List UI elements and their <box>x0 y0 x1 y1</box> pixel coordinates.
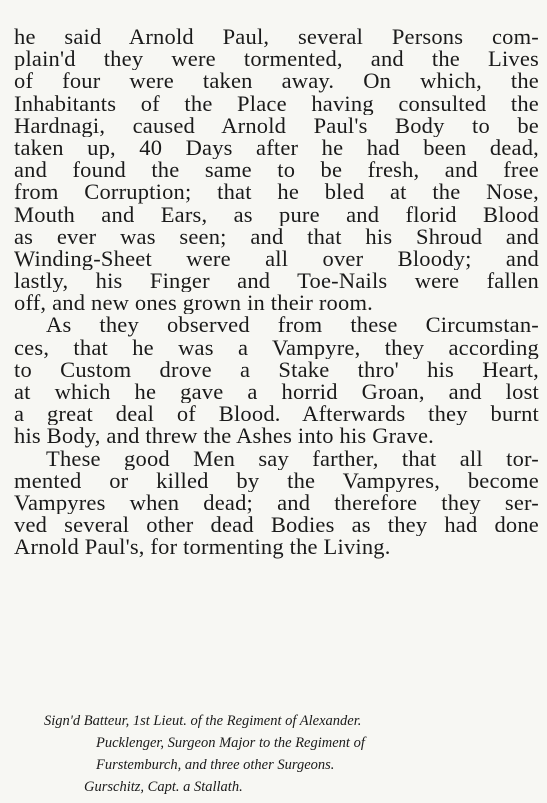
text-line: his Body, and threw the Ashes into his Grave. <box>14 425 434 448</box>
text-line: As they observed from these Circumstan- <box>46 314 539 337</box>
text-line: ces, that he was a Vampyre, they according <box>14 336 539 359</box>
signature-line: Pucklenger, Surgeon Major to the Regiment of <box>96 735 365 751</box>
text-line: lastly, his Finger and Toe-Nails were fallen <box>14 270 539 293</box>
text-line: These good Men say farther, that all tor- <box>46 447 539 470</box>
text-line: and found the same to be fresh, and free <box>14 159 539 182</box>
text-line: Arnold Paul's, for tormenting the Living. <box>14 536 391 559</box>
signature-line: Sign'd Batteur, 1st Lieut. of the Regiment of Alexander. <box>44 713 362 729</box>
text-line: taken up, 40 Days after he had been dead, <box>14 136 539 160</box>
text-line: Vampyres when dead; and therefore they ser- <box>14 491 539 515</box>
signature-block <box>0 710 547 798</box>
text-line: from Corruption; that he bled at the Nose, <box>14 181 539 204</box>
text-line: plain'd they were tormented, and the Lives <box>14 48 539 71</box>
text-line: Hardnagi, caused Arnold Paul's Body to be <box>14 114 539 137</box>
text-line: to Custom drove a Stake thro' his Heart, <box>14 358 539 381</box>
text-line: off, and new ones grown in their room. <box>14 292 373 315</box>
text-line: at which he gave a horrid Groan, and lost <box>14 381 539 404</box>
text-line: mented or killed by the Vampyres, become <box>14 469 539 492</box>
signature-line: Gurschitz, Capt. a Stallath. <box>84 779 243 795</box>
text-line: Inhabitants of the Place having consulted the <box>14 92 539 115</box>
text-line: Mouth and Ears, as pure and florid Blood <box>14 203 539 226</box>
signature-line: Furstemburch, and three other Surgeons. <box>96 757 335 773</box>
text-line: as ever was seen; and that his Shroud and <box>14 225 539 248</box>
article-body <box>14 26 539 559</box>
text-line: of four were taken away. On which, the <box>14 70 539 93</box>
text-line: Winding-Sheet were all over Bloody; and <box>14 247 539 271</box>
text-line: he said Arnold Paul, several Persons com- <box>14 26 539 49</box>
text-line: a great deal of Blood. Afterwards they burnt <box>14 403 539 426</box>
text-line: ved several other dead Bodies as they had done <box>14 514 539 537</box>
